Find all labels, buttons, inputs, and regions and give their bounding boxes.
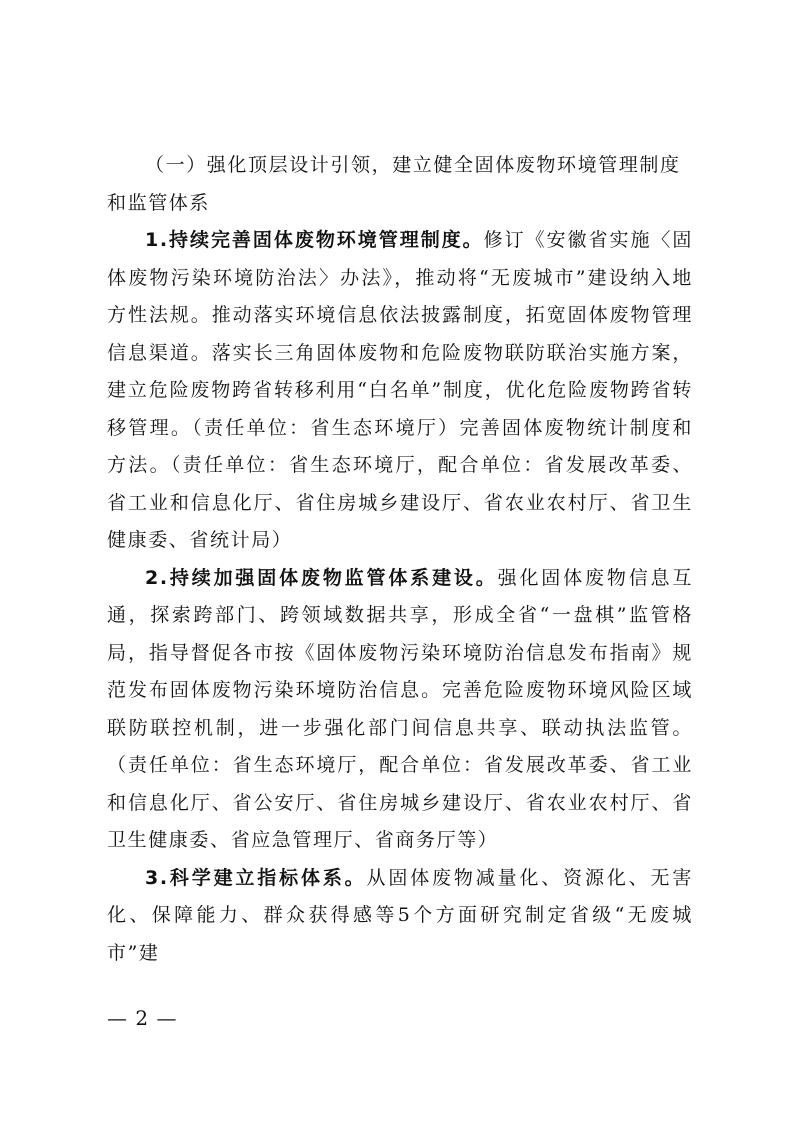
document-body <box>107 147 693 972</box>
paragraph-item-2 <box>107 560 693 860</box>
paragraph-lead: 3.科学建立指标体系。 <box>145 866 367 889</box>
paragraph-lead: 1.持续完善固体废物环境管理制度。 <box>145 229 484 251</box>
paragraph-body: 强化固体废物信息互通，探索跨部门、跨领域数据共享，形成全省“一盘棋”监管格局，指导督促各市按《固体废物污染环境防治信息发布指南》规范发布固体废物污染环境防治信息。完善危险废物环境风险区域联防联控机制，进一步强化部门间信息共享、联动执法监管。（责任单位：省生态环境厅，配合单位：省发展改革委、省工业和信息化厅、省公安厅、省住房城乡建设厅、省农业农村厅、省卫生健康委、省应急管理厅、省商务厅等） <box>107 566 693 851</box>
paragraph-body: 从固体废物减量化、资源化、无害化、保障能力、群众获得感等5个方面研究制定省级“无废城市”建 <box>107 866 693 964</box>
page-number: — 2 — <box>107 1006 178 1030</box>
paragraph-lead: 2.持续加强固体废物监管体系建设。 <box>145 566 498 589</box>
paragraph-item-1 <box>107 222 693 560</box>
section-heading: （一）强化顶层设计引领，建立健全固体废物环境管理制度和监管体系 <box>107 154 681 214</box>
paragraph-item-3 <box>107 860 693 973</box>
paragraph-body: 修订《安徽省实施〈固体废物污染环境防治法〉办法》，推动将“无废城市”建设纳入地方性法规。推动落实环境信息依法披露制度，拓宽固体废物管理信息渠道。落实长三角固体废物和危险废物联防联治实施方案，建立危险废物跨省转移利用“白名单”制度，优化危险废物跨省转移管理。（责任单位：省生态环境厅）完善固体废物统计制度和方法。（责任单位：省生态环境厅，配合单位：省发展改革委、省工业和信息化厅、省住房城乡建设厅、省农业农村厅、省卫生健康委、省统计局） <box>107 229 693 551</box>
